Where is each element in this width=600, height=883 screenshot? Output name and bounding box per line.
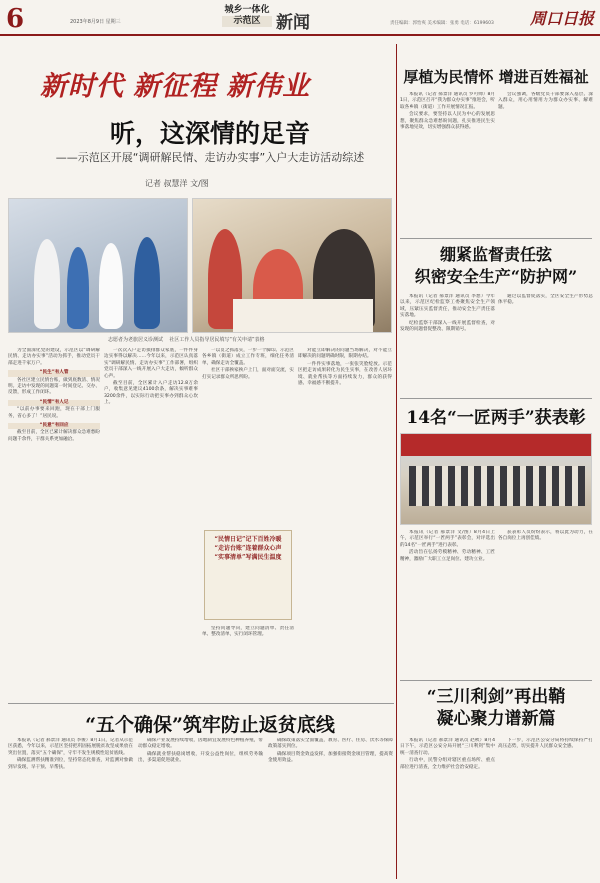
paragraph: 本报讯（记者 郝景洋 文/图）8月4日上午，示范区举行“一匠两手”表彰会，对评选出的14名“一匠两手”进行表彰。 (400, 530, 495, 548)
paragraph: 通过以监督促落实，全区安全生产形势总体平稳。 (498, 294, 593, 306)
paragraph: 确保项目资金效益发挥，加强衔接资金项目管理，提高资金使用效益。 (268, 751, 393, 764)
paragraph: 本报讯（记者 郝景洋 通讯员 罗可帅）8月1日，示范区召开“我为群众办实事”推进会，听取各乡镇（街道）工作开展情况汇报。 (400, 92, 495, 110)
photo-table (233, 299, 373, 333)
paragraph: 确保政策落实全面覆盖，教育、医疗、住房、饮水等保障政策落实到位。 (268, 738, 393, 750)
lead-pull-quote: “民情日记”记下百姓冷暖 “走访台账”连着群众心声 “实事清单”写满民生温度 (204, 530, 292, 620)
story2-headline: “五个确保”筑牢防止返贫底线 (85, 714, 335, 736)
lead-column-2 (202, 348, 294, 528)
right-story4-col1 (400, 738, 495, 878)
photo-backdrop-banner (401, 434, 592, 456)
right-story2-col2 (498, 294, 593, 394)
photo-figure (134, 237, 160, 329)
paragraph: 确保就业帮扶稳岗增收，开发公益性岗位，组织劳务输出，多渠道促进就业。 (138, 751, 263, 764)
right-story4-headline (400, 686, 592, 730)
divider (400, 680, 592, 681)
lead-photo-2 (192, 198, 392, 333)
subhead: “民意”有回应 (8, 423, 100, 429)
lead-byline: 记者 叔慧洋 文/图 (145, 179, 209, 188)
headline-line2: 凝心聚力谱新篇 (436, 709, 556, 729)
right-story1-headline: 厚植为民情怀 增进百姓福祉 (403, 68, 589, 86)
paragraph: 会议要求，要坚持以人民为中心的发展思想，聚焦群众急难愁盼问题，扎实推进民生实事落地见效，切实增强群众获得感。 (400, 112, 495, 131)
lead-column-2b (202, 626, 294, 698)
paragraph: 下一步，示范区公安分局将持续保持严打高压态势，切实提升人民群众安全感。 (498, 738, 593, 750)
paragraph: 纪检监察干部深入一线开展监督检查，对发现的问题督促整改、限期销号。 (400, 320, 495, 333)
section-label (222, 5, 272, 27)
right-story1-col1 (400, 92, 495, 232)
paragraph: 对能立即解决的问题当场解决，对不能立即解决的问题明确时限，限期办结。 (298, 348, 392, 360)
story2-column-2 (138, 738, 263, 878)
section-line2: 示范区 (222, 16, 272, 27)
page-header (0, 0, 600, 36)
editor-credits: 责任编辑：郭怡爽 美术编辑：张勇 电话：6199603 (390, 21, 494, 26)
headline-line1: “三川利剑”再出鞘 (426, 687, 566, 707)
paragraph: 截至目前，全区累计入户走访12.8万余户，收集意见建议4100余条，解决实事难事3200余件，以实际行动把实事办到群众心坎上。 (104, 381, 198, 406)
paragraph: 各社区建立民情台账，做到底数清、情况明。走访中发现的问题第一时间登记、交办、反馈，形成工作闭环。 (8, 377, 100, 396)
banner-word-1: 新时代 (40, 71, 124, 102)
paragraph: 本报讯（记者 郝景洋 通讯员 李俊）8月1日，记者从示范区获悉，今年以来，示范区坚持把巩固拓展脱贫攻坚成果放在突出位置，落实“五个确保”，守牢不发生规模性返贫底线。 (8, 738, 133, 756)
page-number: 6 (6, 4, 25, 34)
banner-word-2: 新征程 (133, 71, 218, 102)
lead-photo-1 (8, 198, 188, 333)
subhead: “民生”有人管 (8, 370, 100, 376)
section-line1: 城乡一体化 (224, 5, 270, 15)
divider (400, 398, 592, 399)
banner-word-3: 新伟业 (226, 71, 311, 102)
paragraph: 会议强调，各级党员干部要深入基层、深入群众，用心用情用力为群众办实事、解难题。 (498, 92, 593, 110)
story2-column-1 (8, 738, 133, 878)
subhead: “民情”有人记 (8, 400, 100, 406)
lead-subheadline: ——示范区开展“调研解民情、走访办实事”入户大走访活动综述 (55, 151, 365, 164)
newspaper-logo: 周口日报 (530, 9, 595, 28)
headline-line1: 绷紧监督责任弦 (439, 245, 552, 264)
paragraph: 为全面深化党的建设，示范区以“调研解民情、走访办实事”活动为抓手，推动党员干部走进千家万户。 (8, 348, 100, 366)
paragraph: 一次次入户走访摸排群众家底，一件件身边实事得以解决……今年以来，示范区认真落实“调研解民情、走访办实事”工作部署，组织党员干部深入一线开展入户大走访，倾听群众心声。 (104, 348, 198, 379)
right-story4-col2 (498, 738, 593, 878)
lead-headline: 听，这深情的足音 (109, 119, 310, 148)
right-story3-col2 (498, 530, 593, 675)
story2-column-3 (268, 738, 393, 878)
paragraph: 确保产业发展持续增收，因地制宜发展特色种植养殖，带动群众稳定增收。 (138, 738, 263, 750)
paragraph: 截至目前，全区已累计解决群众急难愁盼问题千余件，干群关系更加融洽。 (8, 430, 100, 442)
lead-column-3 (298, 348, 392, 698)
left-column (8, 348, 100, 698)
paragraph: 本报讯（记者 郝景洋 通讯员 赵秋）8月4日下午，示范区公安分局开展“三川利剑”集中统一清查行动。 (400, 738, 495, 756)
photo-figure (99, 243, 123, 329)
right-story3-headline: 14名“一匠两手”获表彰 (406, 408, 586, 428)
paragraph: 确保监测帮扶精准到位，坚持常态化排查，对监测对象做到早发现、早干预、早帮扶。 (8, 758, 133, 770)
paragraph: 一以贯之抓落实，一步一个脚印。示范区各乡镇（街道）成立工作专班，细化任务清单，确保走访全覆盖。 (202, 348, 294, 366)
photo-figure (34, 239, 60, 329)
photo-caption-1: 志愿者为老旅居义诊测试 (108, 337, 164, 343)
paragraph: 行动中，民警分组对辖区重点场所、重点部位进行清查，全力维护社会治安稳定。 (400, 758, 495, 770)
right-story1-col2 (498, 92, 593, 232)
column-rule (396, 44, 397, 879)
group-photo (400, 433, 592, 525)
photo-people-row (409, 466, 585, 506)
paragraph: 社区干部挨家挨户上门，面对面交流，实打实记录群众所思所盼。 (202, 368, 294, 380)
photo-caption-2: 社区工作人员指导居民填写“有关申请”表格 (169, 337, 265, 343)
lead-column-1 (104, 348, 198, 698)
paragraph: “以前办事要来回跑，现在干部上门服务，省心多了！”居民说。 (8, 407, 100, 419)
right-story2-col1 (400, 294, 495, 394)
issue-date: 2023年8月9日 星期三 (70, 19, 121, 25)
paragraph: 活动旨在弘扬劳模精神、劳动精神、工匠精神，激励广大职工立足岗位、建功立业。 (400, 550, 495, 562)
theme-banner (40, 64, 370, 100)
paragraph: 一件件实事落地，一张张笑脸绽放。示范区把走访成果转化为民生实事，在改善人居环境、就业帮扶等方面持续发力，群众的获得感、幸福感不断提升。 (298, 361, 392, 387)
section-title: 新闻 (276, 13, 310, 33)
divider (400, 238, 592, 239)
paragraph: 获表彰人员纷纷表示，将以此为动力，在各自岗位上再创佳绩。 (498, 530, 593, 542)
lead-photo-captions (108, 337, 388, 344)
right-story2-headline (400, 244, 592, 288)
photo-figure (67, 247, 89, 329)
divider (8, 703, 394, 704)
headline-line2: 织密安全生产“防护网” (414, 267, 578, 286)
paragraph: 本报讯（记者 郝景洋 通讯员 李想）今年以来，示范区纪检监察工委聚焦安全生产领域，压紧压实监督责任，推动安全生产责任落实落地。 (400, 294, 495, 319)
right-story3-col1 (400, 530, 495, 675)
paragraph: 坚持问题导向，建立问题清单、责任清单、整改清单，实行闭环管理。 (202, 626, 294, 638)
